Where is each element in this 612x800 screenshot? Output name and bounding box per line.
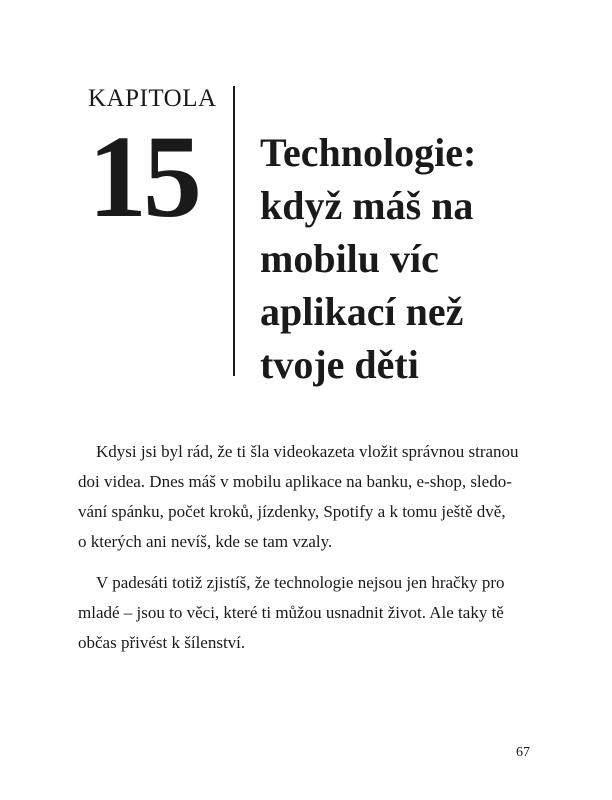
chapter-label: KAPITOLA — [88, 85, 217, 112]
text-line: občas přivést k šílenství. — [78, 633, 246, 652]
text-line: Kdysi jsi byl rád, že ti šla videokazeta vložit správnou stranou — [96, 442, 519, 461]
title-line: Technologie: — [260, 130, 477, 175]
text-line: o kterých ani nevíš, kde se tam vzaly. — [78, 532, 333, 551]
title-line: aplikací než — [260, 289, 464, 334]
paragraph-2 — [78, 568, 538, 658]
text-line: vání spánku, počet kroků, jízdenky, Spotify a k tomu ještě dvě, — [78, 502, 506, 521]
title-line: když máš na — [260, 183, 474, 228]
title-line: mobilu víc — [260, 236, 439, 281]
text-line: mladé – jsou to věci, které ti můžou usnadnit život. Ale taky tě — [78, 603, 504, 622]
chapter-number: 15 — [88, 111, 198, 242]
page-number: 67 — [516, 745, 530, 760]
chapter-title — [260, 126, 560, 391]
paragraph-1 — [78, 437, 538, 557]
title-line: tvoje děti — [260, 342, 419, 387]
text-line: V padesáti totiž zjistíš, že technologie nejsou jen hračky pro — [96, 573, 505, 592]
chapter-divider — [233, 86, 235, 376]
text-line: doi videa. Dnes máš v mobilu aplikace na banku, e-shop, sledo- — [78, 472, 512, 491]
